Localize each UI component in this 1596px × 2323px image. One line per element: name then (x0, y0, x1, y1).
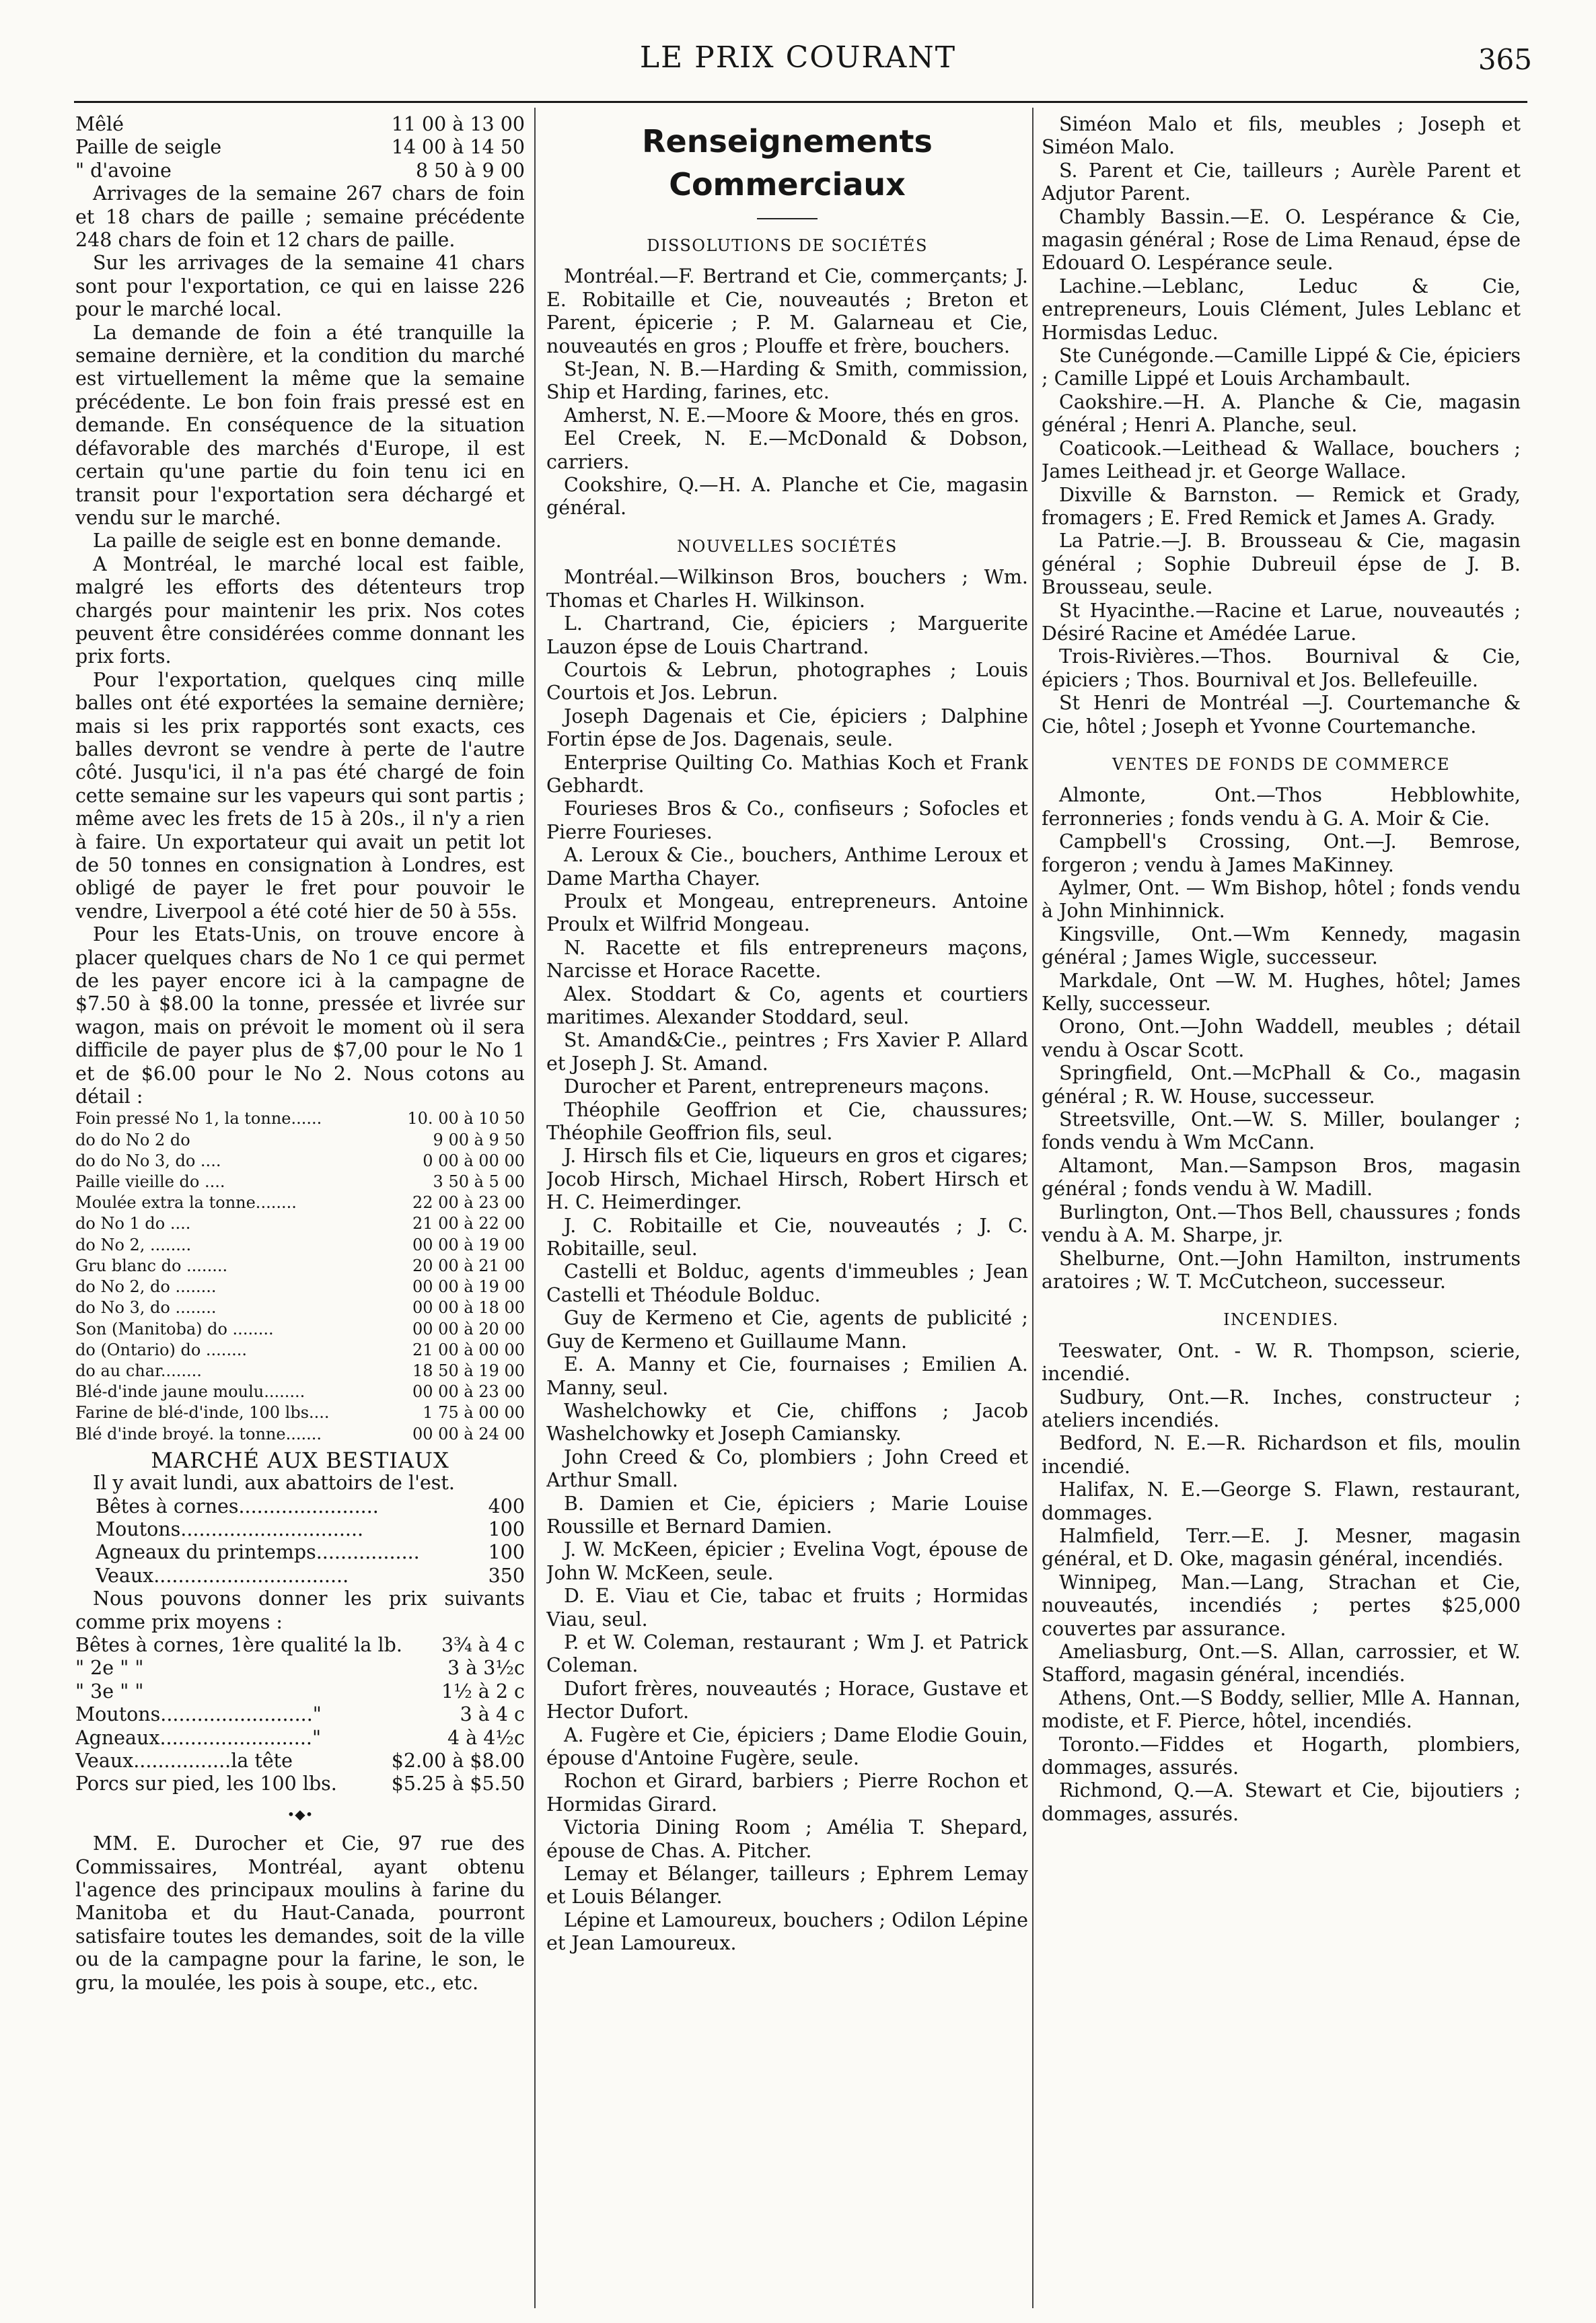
retail-price-row (75, 1361, 525, 1382)
price-value: 11 00 à 13 00 (391, 113, 525, 135)
livestock-count-row (96, 1518, 525, 1541)
price-value: 1 75 à 00 00 (423, 1403, 525, 1423)
price-value: 10. 00 à 10 50 (407, 1109, 525, 1129)
column-commercial-info (546, 113, 1028, 2307)
price-label: Son (Manitoba) do ........ (75, 1319, 274, 1338)
retail-price-row (75, 1402, 525, 1423)
new-company-entry: Siméon Malo et fils, meubles ; Joseph et Siméon Malo. (1042, 113, 1521, 159)
retail-price-row (75, 1297, 525, 1318)
new-company-entry: Caokshire.—H. A. Planche & Cie, magasin général ; Henri A. Planche, seul. (1042, 390, 1521, 437)
new-company-entry: La Patrie.—J. B. Brousseau & Cie, magasin général ; Sophie Dubreuil épse de J. B. Brousseau, seule. (1042, 530, 1521, 599)
dissolution-entry: Eel Creek, N. E.—McDonald & Dobson, carriers. (546, 427, 1028, 473)
header-rule (74, 101, 1527, 103)
price-value: 400 (488, 1495, 525, 1517)
price-label: do au char........ (75, 1361, 202, 1380)
new-company-entry: D. E. Viau et Cie, tabac et fruits ; Hormidas Viau, seul. (546, 1585, 1028, 1631)
retail-price-table (75, 1108, 525, 1444)
livestock-count-row (96, 1541, 525, 1564)
new-company-entry: N. Racette et fils entrepreneurs maçons, Narcisse et Horace Racette. (546, 936, 1028, 982)
new-company-entry: E. A. Manny et Cie, fournaises ; Emilien A. Manny, seul. (546, 1353, 1028, 1399)
price-label: " 2e " " (75, 1657, 144, 1680)
livestock-price-row (75, 1657, 525, 1680)
retail-price-row (75, 1108, 525, 1129)
price-value: 00 00 à 19 00 (412, 1235, 525, 1254)
new-company-entry: Lemay et Bélanger, tailleurs ; Ephrem Lemay et Louis Bélanger. (546, 1863, 1028, 1908)
livestock-price-row (75, 1680, 525, 1703)
price-label: " d'avoine (75, 159, 172, 182)
retail-price-row (75, 1235, 525, 1256)
retail-price-row (75, 1340, 525, 1361)
new-company-entry: Montréal.—Wilkinson Bros, bouchers ; Wm. Thomas et Charles H. Wilkinson. (546, 566, 1028, 612)
price-label: Porcs sur pied, les 100 lbs. (75, 1773, 337, 1795)
new-companies-list (546, 566, 1028, 1955)
new-company-entry: Enterprise Quilting Co. Mathias Koch et Frank Gebhardt. (546, 751, 1028, 797)
price-value: 3 50 à 5 00 (433, 1172, 525, 1192)
price-label: do No 1 do .... (75, 1214, 191, 1234)
price-value: 00 00 à 24 00 (412, 1424, 525, 1443)
new-company-entry: P. et W. Coleman, restaurant ; Wm J. et Patrick Coleman. (546, 1631, 1028, 1677)
livestock-count-row (96, 1565, 525, 1587)
new-company-entry: A. Leroux & Cie., bouchers, Anthime Leroux et Dame Martha Chayer. (546, 844, 1028, 890)
price-value: 18 50 à 19 00 (412, 1361, 525, 1380)
price-value: 22 00 à 23 00 (412, 1193, 525, 1213)
new-company-entry: B. Damien et Cie, épiciers ; Marie Louise Roussille et Bernard Damien. (546, 1492, 1028, 1538)
new-company-entry: Dixville & Barnston. — Remick et Grady, fromagers ; E. Fred Remick et James A. Grady. (1042, 483, 1521, 529)
price-value: 350 (488, 1564, 525, 1587)
column-commercial-info-cont (1042, 113, 1521, 2307)
livestock-price-row (75, 1727, 525, 1750)
price-label: Bêtes à cornes, 1ère qualité la lb. (75, 1633, 402, 1656)
retail-price-row (75, 1192, 525, 1213)
price-label: Moulée extra la tonne........ (75, 1193, 297, 1213)
new-company-entry: Lépine et Lamoureux, bouchers ; Odilon Lépine et Jean Lamoureux. (546, 1908, 1028, 1955)
business-sale-entry: Altamont, Man.—Sampson Bros, magasin général ; fonds vendu à W. Madill. (1042, 1154, 1521, 1201)
price-label: Blé d'inde broyé. la tonne....... (75, 1424, 322, 1443)
price-label: Moutons........................." (75, 1703, 322, 1726)
price-value: 9 00 à 9 50 (433, 1130, 525, 1149)
business-sale-entry: Burlington, Ont.—Thos Bell, chaussures ; fonds vendu à A. M. Sharpe, jr. (1042, 1201, 1521, 1247)
price-value: 3 à 4 c (460, 1703, 525, 1726)
business-sales-list (1042, 784, 1521, 1293)
price-value: 100 (488, 1517, 525, 1540)
price-value: 1½ à 2 c (441, 1680, 525, 1703)
durocher-notice: MM. E. Durocher et Cie, 97 rue des Commissaires, Montréal, ayant obtenu l'agence des principaux moulins à farine du Manitoba et du Haut-Canada, pourront satisfaire toutes les demandes, soit de la ville ou de la campagne pour la farine, le son, le gru, la moulée, les pois à soupe, etc., etc. (75, 1832, 525, 1994)
business-sale-entry: Aylmer, Ont. — Wm Bishop, hôtel ; fonds vendu à John Minhinnick. (1042, 877, 1521, 923)
market-paragraph: La demande de foin a été tranquille la semaine dernière, et la condition du marché est virtuellement la même que la semaine précédente. Le bon foin frais pressé est en demande. En conséquence de la situation défavorable des marchés d'Europe, il est certain qu'une partie du foin tenu ici en transit pour l'exportation sera déchargé et vendu sur le marché. (75, 321, 525, 529)
new-company-entry: Théophile Geoffrion et Cie, chaussures; Théophile Geoffrion fils, seul. (546, 1098, 1028, 1145)
livestock-prices-intro: Nous pouvons donner les prix suivants comme prix moyens : (75, 1587, 525, 1633)
retail-price-row (75, 1172, 525, 1192)
price-row (75, 113, 525, 136)
price-label: Farine de blé-d'inde, 100 lbs.... (75, 1403, 330, 1423)
column-separator-right (1032, 108, 1033, 2308)
price-value: 8 50 à 9 00 (415, 159, 525, 182)
price-value: 20 00 à 21 00 (412, 1256, 525, 1275)
new-company-entry: Rochon et Girard, barbiers ; Pierre Rochon et Hormidas Girard. (546, 1770, 1028, 1816)
livestock-intro: Il y avait lundi, aux abattoirs de l'est. (93, 1472, 455, 1495)
new-company-entry: John Creed & Co, plombiers ; John Creed et Arthur Small. (546, 1445, 1028, 1492)
market-commentary (75, 182, 525, 1108)
fire-entry: Teeswater, Ont. - W. R. Thompson, scierie, incendié. (1042, 1339, 1521, 1386)
price-label: Paille de seigle (75, 136, 222, 159)
price-label: do (Ontario) do ........ (75, 1340, 247, 1359)
retail-price-row (75, 1256, 525, 1277)
market-paragraph: Sur les arrivages de la semaine 41 chars sont pour l'exportation, ce qui en laisse 226 pour le marché local. (75, 252, 525, 321)
new-company-entry: Lachine.—Leblanc, Leduc & Cie, entrepreneurs, Louis Clément, Jules Leblanc et Hormisdas Leduc. (1042, 275, 1521, 344)
price-value: 00 00 à 20 00 (412, 1319, 525, 1338)
price-value: 00 00 à 19 00 (412, 1277, 525, 1297)
new-company-entry: Courtois & Lebrun, photographes ; Louis Courtois et Jos. Lebrun. (546, 658, 1028, 705)
top-price-list (75, 113, 525, 182)
new-company-entry: Victoria Dining Room ; Amélia T. Shepard, épouse de Chas. A. Pitcher. (546, 1816, 1028, 1862)
price-label: Paille vieille do .... (75, 1172, 225, 1192)
market-paragraph: La paille de seigle est en bonne demande. (93, 530, 502, 552)
price-label: " 3e " " (75, 1680, 144, 1703)
new-company-entry: Dufort frères, nouveautés ; Horace, Gustave et Hector Dufort. (546, 1677, 1028, 1723)
page-number: 365 (1478, 43, 1532, 76)
dissolutions-list (546, 265, 1028, 520)
price-value: $5.25 à $5.50 (391, 1773, 525, 1795)
new-company-entry: J. Hirsch fils et Cie, liqueurs en gros et cigares; Jocob Hirsch, Michael Hirsch, Robert Hirsch et H. C. Heimerdinger. (546, 1145, 1028, 1214)
new-company-entry: Castelli et Bolduc, agents d'immeubles ; Jean Castelli et Théodule Bolduc. (546, 1260, 1028, 1306)
new-company-entry: Chambly Bassin.—E. O. Lespérance & Cie, magasin général ; Rose de Lima Renaud, épse de Edouard O. Lespérance seule. (1042, 205, 1521, 275)
price-label: Veaux................la tête (75, 1750, 293, 1772)
column-separator-left (534, 108, 536, 2308)
price-value: 21 00 à 22 00 (412, 1214, 525, 1234)
new-company-entry: Washelchowky et Cie, chiffons ; Jacob Washelchowky et Joseph Camiansky. (546, 1399, 1028, 1445)
price-label: do do No 3, do .... (75, 1151, 221, 1170)
page-title: LE PRIX COURANT (639, 40, 957, 75)
price-label: Foin pressé No 1, la tonne...... (75, 1109, 322, 1129)
fire-entry: Winnipeg, Man.—Lang, Strachan et Cie, nouveautés, incendiés ; pertes $25,000 couvertes par assurance. (1042, 1571, 1521, 1640)
price-value: 4 à 4½c (447, 1726, 525, 1749)
price-label: do No 2, do ........ (75, 1277, 217, 1297)
livestock-price-row (75, 1750, 525, 1773)
new-company-entry: Ste Cunégonde.—Camille Lippé & Cie, épiciers ; Camille Lippé et Louis Archambault. (1042, 345, 1521, 390)
dissolution-entry: Amherst, N. E.—Moore & Moore, thés en gros. (564, 404, 1020, 427)
new-company-entry: A. Fugère et Cie, épiciers ; Dame Elodie Gouin, épouse d'Antoine Fugère, seule. (546, 1723, 1028, 1769)
market-paragraph: A Montréal, le marché local est faible, malgré les efforts des détenteurs trop chargés pour maintenir les prix. Nos cotes peuvent être considérées comme donnant les prix forts. (75, 552, 525, 668)
price-label: Agneaux du printemps................. (96, 1541, 420, 1564)
heading-dissolutions: DISSOLUTIONS DE SOCIÉTÉS (647, 236, 928, 255)
new-company-entry: Fourieses Bros & Co., confiseurs ; Sofocles et Pierre Fourieses. (546, 797, 1028, 843)
new-company-entry: J. C. Robitaille et Cie, nouveautés ; J. C. Robitaille, seul. (546, 1214, 1028, 1260)
new-company-entry: Durocher et Parent, entrepreneurs maçons. (564, 1075, 990, 1098)
price-value: 3 à 3½c (447, 1657, 525, 1680)
fire-entry: Athens, Ont.—S Boddy, sellier, Mlle A. Hannan, modiste, et F. Pierce, hôtel, incendiés. (1042, 1686, 1521, 1733)
heading-incendies: INCENDIES. (1223, 1310, 1339, 1330)
price-row (75, 136, 525, 159)
livestock-prices (75, 1634, 525, 1796)
dissolution-entry: Montréal.—F. Bertrand et Cie, commerçants; J. E. Robitaille et Cie, nouveautés ; Breton et Parent, épicerie ; P. M. Galarneau et Cie, nouveautés en gros ; Plouffe et frère, bouchers. (546, 265, 1028, 357)
retail-price-row (75, 1130, 525, 1151)
livestock-price-row (75, 1703, 525, 1726)
price-row (75, 159, 525, 182)
livestock-count-row (96, 1495, 525, 1518)
price-value: 00 00 à 23 00 (412, 1382, 525, 1402)
price-label: Bêtes à cornes....................... (96, 1495, 379, 1517)
new-company-entry: J. W. McKeen, épicier ; Evelina Vogt, épouse de John W. McKeen, seule. (546, 1538, 1028, 1584)
retail-price-row (75, 1213, 525, 1234)
livestock-market-title: MARCHÉ AUX BESTIAUX (151, 1447, 449, 1473)
new-company-entry: Guy de Kermeno et Cie, agents de publicité ; Guy de Kermeno et Guillaume Mann. (546, 1307, 1028, 1353)
price-label: Veaux................................ (96, 1564, 349, 1587)
business-sale-entry: Campbell's Crossing, Ont.—J. Bemrose, forgeron ; vendu à James MaKinney. (1042, 830, 1521, 876)
fire-entry: Halmfield, Terr.—E. J. Mesner, magasin général, et D. Oke, magasin général, incendiés. (1042, 1524, 1521, 1571)
retail-price-row (75, 1424, 525, 1445)
price-value: 0 00 à 00 00 (423, 1151, 525, 1170)
price-value: 21 00 à 00 00 (412, 1340, 525, 1359)
market-paragraph: Pour l'exportation, quelques cinq mille balles ont été exportées la semaine dernière; mais si les prix rapportés sont exacts, ces balles devront se vendre à perte de l'autre côté. Jusqu'ici, il n'a pas été chargé de foin cette semaine sur les vapeurs qui sont partis ; même avec les frets de 15 à 20s., il n'y a rien à faire. Un exportateur qui avait un petit lot de 50 tonnes en consignation à Londres, est obligé de payer le fret pour pouvoir le vendre, Liverpool a été coté hier de 50 à 55s. (75, 668, 525, 923)
column-market-report (75, 113, 525, 2307)
heading-nouvelles: NOUVELLES SOCIÉTÉS (677, 536, 898, 556)
new-company-entry: St Henri de Montréal —J. Courtemanche & Cie, hôtel ; Joseph et Yvonne Courtemanche. (1042, 692, 1521, 738)
price-value: 00 00 à 18 00 (412, 1298, 525, 1318)
new-company-entry: Joseph Dagenais et Cie, épiciers ; Dalphine Fortin épse de Jos. Dagenais, seule. (546, 705, 1028, 751)
price-value: $2.00 à $8.00 (391, 1750, 525, 1772)
fire-entry: Sudbury, Ont.—R. Inches, constructeur ; ateliers incendiés. (1042, 1386, 1521, 1431)
fire-entry: Richmond, Q.—A. Stewart et Cie, bijoutiers ; dommages, assurés. (1042, 1779, 1521, 1825)
price-value: 100 (488, 1541, 525, 1564)
retail-price-row (75, 1382, 525, 1402)
price-value: 3¾ à 4 c (441, 1633, 525, 1656)
retail-price-row (75, 1319, 525, 1340)
fire-entry: Bedford, N. E.—R. Richardson et fils, moulin incendié. (1042, 1432, 1521, 1478)
page-header (0, 40, 1596, 87)
price-label: Gru blanc do ........ (75, 1256, 228, 1275)
section-title-renseignements: Renseignements Commerciaux (642, 123, 933, 203)
price-value: 14 00 à 14 50 (391, 136, 525, 159)
business-sale-entry: Orono, Ont.—John Waddell, meubles ; détail vendu à Oscar Scott. (1042, 1015, 1521, 1061)
price-label: do No 2, ........ (75, 1235, 192, 1254)
market-paragraph: Pour les Etats-Unis, on trouve encore à placer quelques chars de No 1 ce qui permet de les payer encore ici à la campagne de $7.50 à $8.00 la tonne, pressée et livrée sur wagon, mais on prévoit le moment où il sera difficile de payer plus de $7,00 pour le No 1 et de $6.00 pour le No 2. Nous cotons au détail : (75, 923, 525, 1108)
retail-price-row (75, 1277, 525, 1297)
heading-ventes: VENTES DE FONDS DE COMMERCE (1112, 754, 1451, 774)
market-paragraph: Arrivages de la semaine 267 chars de foin et 18 chars de paille ; semaine précédente 248 chars de foin et 12 chars de paille. (75, 182, 525, 252)
livestock-price-row (75, 1773, 525, 1795)
new-company-entry: Trois-Rivières.—Thos. Bournival & Cie, épiciers ; Thos. Bournival et Jos. Bellefeuille. (1042, 645, 1521, 691)
new-company-entry: S. Parent et Cie, tailleurs ; Aurèle Parent et Adjutor Parent. (1042, 159, 1521, 205)
business-sale-entry: Shelburne, Ont.—John Hamilton, instruments aratoires ; W. T. McCutcheon, successeur. (1042, 1247, 1521, 1293)
new-company-entry: L. Chartrand, Cie, épiciers ; Marguerite Lauzon épse de Louis Chartrand. (546, 612, 1028, 658)
fires-list (1042, 1340, 1521, 1826)
new-company-entry: Proulx et Mongeau, entrepreneurs. Antoine Proulx et Wilfrid Mongeau. (546, 890, 1028, 936)
fire-entry: Halifax, N. E.—George S. Flawn, restaurant, dommages. (1042, 1478, 1521, 1524)
business-sale-entry: Kingsville, Ont.—Wm Kennedy, magasin général ; James Wigle, successeur. (1042, 923, 1521, 969)
livestock-counts (75, 1495, 525, 1588)
new-company-entry: St Hyacinthe.—Racine et Larue, nouveautés ; Désiré Racine et Amédée Larue. (1042, 599, 1521, 645)
new-companies-continued (1042, 113, 1521, 738)
price-label: Blé-d'inde jaune moulu........ (75, 1382, 305, 1402)
price-label: do do No 2 do (75, 1130, 190, 1149)
new-company-entry: St. Amand&Cie., peintres ; Frs Xavier P. Allard et Joseph J. St. Amand. (546, 1029, 1028, 1075)
ornament-divider: •◆• (287, 1806, 314, 1822)
business-sale-entry: Almonte, Ont.—Thos Hebblowhite, ferronneries ; fonds vendu à G. A. Moir & Cie. (1042, 784, 1521, 830)
new-company-entry: Coaticook.—Leithead & Wallace, bouchers ; James Leithead jr. et George Wallace. (1042, 437, 1521, 483)
business-sale-entry: Springfield, Ont.—McPhall & Co., magasin général ; R. W. House, successeur. (1042, 1062, 1521, 1108)
new-company-entry: Alex. Stoddart & Co, agents et courtiers maritimes. Alexander Stoddard, seul. (546, 982, 1028, 1028)
business-sale-entry: Streetsville, Ont.—W. S. Miller, boulanger ; fonds vendu à Wm McCann. (1042, 1108, 1521, 1154)
price-label: Mêlé (75, 113, 124, 135)
price-label: Moutons.............................. (96, 1517, 364, 1540)
livestock-price-row (75, 1634, 525, 1657)
price-label: Agneaux........................." (75, 1726, 322, 1749)
title-dash (757, 218, 818, 219)
price-label: do No 3, do ........ (75, 1298, 217, 1318)
retail-price-row (75, 1151, 525, 1172)
fire-entry: Ameliasburg, Ont.—S. Allan, carrossier, et W. Stafford, magasin général, incendiés. (1042, 1641, 1521, 1686)
dissolution-entry: Cookshire, Q.—H. A. Planche et Cie, magasin général. (546, 474, 1028, 520)
fire-entry: Toronto.—Fiddes et Hogarth, plombiers, dommages, assurés. (1042, 1733, 1521, 1779)
dissolution-entry: St-Jean, N. B.—Harding & Smith, commission, Ship et Harding, farines, etc. (546, 358, 1028, 404)
business-sale-entry: Markdale, Ont —W. M. Hughes, hôtel; James Kelly, successeur. (1042, 969, 1521, 1015)
